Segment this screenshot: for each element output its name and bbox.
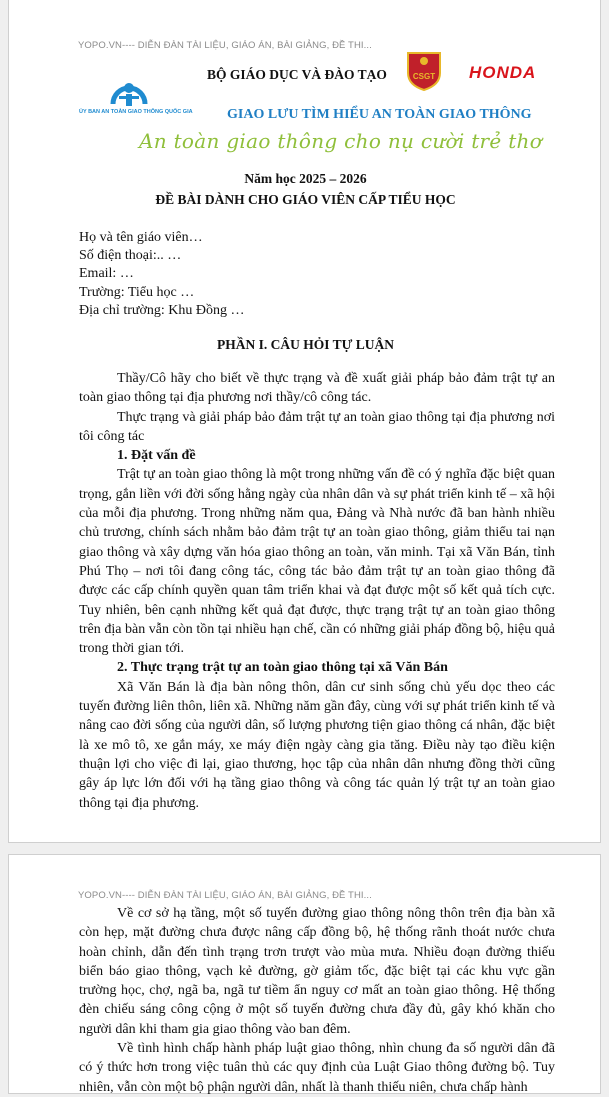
- essay-body: [79, 369, 555, 813]
- document-page-2: [8, 854, 601, 1094]
- traffic-police-badge-icon: [404, 49, 444, 91]
- honda-logo: HONDA: [469, 63, 537, 82]
- info-teacher-name: Họ và tên giáo viên…: [79, 230, 203, 245]
- section-1-text: Trật tự an toàn giao thông là một trong những vấn đề có ý nghĩa đặc biệt quan trọng, gắn liền với đời sống hằng ngày của nhân dân và sự phát triển kinh tế – xã hội của mỗi địa phương. Trong những năm qua, Đảng và Nhà nước đã ban hành nhiều chủ trương, chính sách nhằm bảo đảm trật tự an toàn giao thông, giảm thiểu tai nạn giao thông và xây dựng văn hóa giao thông an toàn, văn minh. Tại xã Văn Bán, tỉnh Phú Thọ – nơi tôi đang công tác, công tác bảo đảm trật tự an toàn giao thông đã được các cấp chính quyền quan tâm triển khai và đạt được một số kết quả tích cực. Tuy nhiên, bên cạnh những kết quả đạt được, thực trạng trật tự an toàn giao thông trên địa bàn vẫn còn tồn tại nhiều hạn chế, cần có những giải pháp đồng bộ, hiệu quả trong thời gian tới.: [79, 467, 555, 657]
- traffic-safety-committee-logo: [79, 74, 193, 124]
- ministry-name: BỘ GIÁO DỤC VÀ ĐÀO TẠO: [207, 67, 387, 82]
- svg-text:CSGT: CSGT: [412, 72, 436, 81]
- contest-title: GIAO LƯU TÌM HIỂU AN TOÀN GIAO THÔNG: [227, 107, 532, 122]
- part-title: PHẦN I. CÂU HỎI TỰ LUẬN: [216, 337, 394, 352]
- page-2-body: [79, 904, 555, 1097]
- committee-emblem-icon: [79, 74, 179, 110]
- info-phone: Số điện thoại:.. …: [79, 248, 182, 263]
- site-header: YOPO.VN---- DIỄN ĐÀN TÀI LIỆU, GIÁO ÁN, BÀI GIẢNG, ĐỀ THI...: [78, 40, 372, 51]
- section-1-heading: 1. Đặt vấn đề: [117, 448, 196, 464]
- section-2-heading: 2. Thực trạng trật tự an toàn giao thông tại xã Văn Bán: [117, 660, 448, 676]
- traffic-police-badge: [404, 49, 444, 91]
- answer-title: Thực trạng và giải pháp bảo đảm trật tự an toàn giao thông tại địa phương nơi tôi công tác: [79, 409, 555, 444]
- site-header: YOPO.VN---- DIỄN ĐÀN TÀI LIỆU, GIÁO ÁN, BÀI GIẢNG, ĐỀ THI...: [78, 890, 372, 901]
- section-2-text: Xã Văn Bán là địa bàn nông thôn, dân cư sinh sống chủ yếu dọc theo các tuyến đường liên thôn, liên xã. Những năm gần đây, cùng với sự phát triển kinh tế và nâng cao đời sống của người dân, số lượng phương tiện giao thông cá nhân, đặc biệt là xe mô tô, xe gắn máy, xe máy điện ngày càng gia tăng. Điều này tạo điều kiện thuận lợi cho việc đi lại, giao thương, học tập của nhân dân nhưng đồng thời cũng gây áp lực lớn đối với hạ tầng giao thông và công tác quản lý trật tự an toàn giao thông tại địa phương.: [79, 679, 556, 811]
- info-email: Email: …: [79, 266, 134, 281]
- school-year: Năm học 2025 – 2026: [244, 171, 367, 186]
- question-text: Thầy/Cô hãy cho biết về thực trạng và đề xuất giải pháp bảo đảm trật tự an toàn giao thông tại địa phương nơi thầy/cô công tác.: [79, 371, 555, 406]
- committee-logo-label: ỦY BAN AN TOÀN GIAO THÔNG QUỐC GIA: [79, 109, 193, 115]
- law-compliance-paragraph: Về tình hình chấp hành pháp luật giao thông, nhìn chung đa số người dân đã có ý thức hơn trong việc tuân thủ các quy định của Luật Giao thông đường bộ. Tuy nhiên, vẫn còn một bộ phận người dân, nhất là thanh thiếu niên, chưa chấp hành: [79, 1041, 555, 1095]
- info-school-address: Địa chỉ trường: Khu Đồng …: [79, 303, 245, 318]
- exam-title: ĐỀ BÀI DÀNH CHO GIÁO VIÊN CẤP TIỂU HỌC: [155, 192, 456, 207]
- slogan: An toàn giao thông cho nụ cười trẻ thơ: [139, 129, 543, 153]
- infrastructure-paragraph: Về cơ sở hạ tầng, một số tuyến đường giao thông nông thôn trên địa bàn xã còn hẹp, mặt đường chưa được nâng cấp đồng bộ, hệ thống rãnh thoát nước chưa hoàn chỉnh, dẫn đến tình trạng trơn trượt vào mùa mưa. Nhiều đoạn đường thiếu biển báo giao thông, vạch kẻ đường, gờ giảm tốc, đặc biệt tại các khu vực gần trường học, chợ, ngã ba, ngã tư tiềm ẩn nguy cơ mất an toàn giao thông. Hệ thống đèn chiếu sáng công cộng ở một số tuyến đường chưa đầy đủ, gây khó khăn cho người dân khi tham gia giao thông vào ban đêm.: [79, 906, 555, 1037]
- document-page-1: [8, 0, 601, 843]
- info-school: Trường: Tiểu học …: [79, 285, 195, 300]
